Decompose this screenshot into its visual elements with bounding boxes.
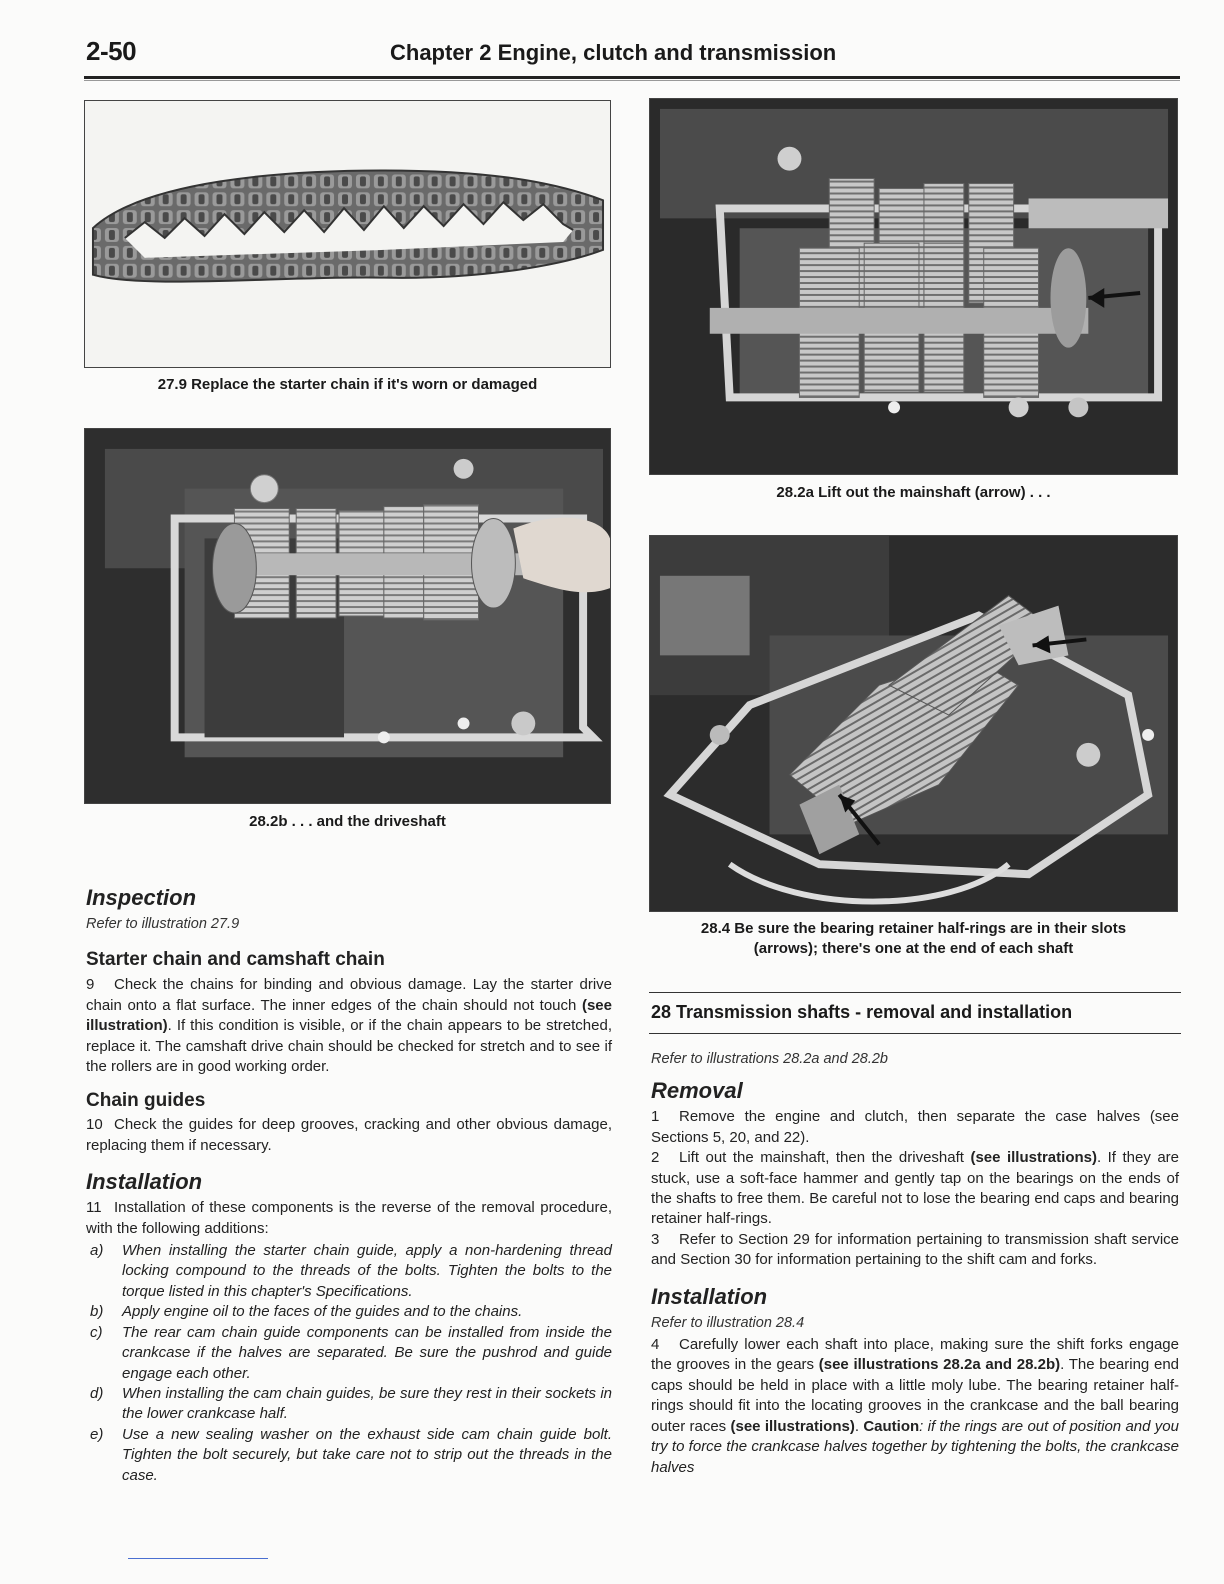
list-item-label: b) xyxy=(90,1303,104,1321)
list-item xyxy=(86,1384,612,1425)
caption-28-2b: 28.2b . . . and the driveshaft xyxy=(249,813,446,830)
paragraph-2-bold: (see illustrations) xyxy=(970,1149,1097,1167)
list-item xyxy=(86,1323,612,1384)
list-item xyxy=(86,1302,612,1322)
caution-text: : if the rings are out of position and you try to force the crankcase halves together by tightening the bolts, the crankcase halves xyxy=(651,1417,1179,1476)
photo-driveshaft xyxy=(84,428,611,804)
section-rule-top xyxy=(649,992,1181,993)
installation-heading-left: Installation xyxy=(86,1169,203,1195)
list-item-label: d) xyxy=(90,1384,104,1402)
installation-list xyxy=(86,1241,612,1486)
installation-heading-right: Installation xyxy=(651,1283,768,1309)
section-title: 28 Transmission shafts - removal and installation xyxy=(651,1002,1073,1022)
header-rule-thin xyxy=(84,80,1180,81)
paragraph-11-number: 11 xyxy=(86,1199,102,1217)
paragraph-9-text-a: Check the chains for binding and obvious damage. Lay the starter drive chain onto a flat surface. The inner edges of the chain should not touch xyxy=(86,976,612,1014)
section-ref: Refer to illustrations 28.2a and 28.2b xyxy=(651,1051,888,1067)
photo-bearing-retainer xyxy=(649,535,1178,912)
paragraph-11 xyxy=(86,1198,612,1239)
paragraph-3 xyxy=(651,1230,1179,1271)
list-item-text: Use a new sealing washer on the exhaust side cam chain guide bolt. Tighten the bolt securely, but take care not to strip out the threads in the case. xyxy=(122,1425,612,1484)
inspection-heading: Inspection xyxy=(86,885,197,910)
paragraph-11-text: Installation of these components is the reverse of the removal procedure, with the following additions: xyxy=(86,1199,612,1237)
paragraph-2 xyxy=(651,1148,1179,1230)
paragraph-1 xyxy=(651,1107,1179,1148)
paragraph-3-text: Refer to Section 29 for information pertaining to transmission shaft service and Section 30 for information pertaining to the shift cam and forks. xyxy=(651,1230,1179,1269)
paragraph-3-number: 3 xyxy=(651,1230,660,1248)
paragraph-2-text-b: . If they are stuck, use a soft-face hammer and gently tap on the bearings on the ends of the shafts to free them. Be careful not to lose the bearing end caps and bearing retainer half-rings. xyxy=(651,1149,1179,1228)
section-rule-bottom xyxy=(649,1033,1181,1034)
list-item-label: e) xyxy=(90,1425,104,1443)
header-rule xyxy=(84,76,1180,79)
paragraph-1-text: Remove the engine and clutch, then separate the case halves (see Sections 5, 20, and 22). xyxy=(651,1108,1179,1146)
paragraph-10-text: Check the guides for deep grooves, cracking and other obvious damage, replacing them if necessary. xyxy=(86,1116,612,1154)
removal-heading: Removal xyxy=(651,1078,743,1104)
page-number: 2-50 xyxy=(86,36,137,66)
paragraph-1-number: 1 xyxy=(651,1108,660,1126)
list-item xyxy=(86,1241,612,1302)
installation-ref: Refer to illustration 28.4 xyxy=(651,1314,805,1331)
caption-27-9: 27.9 Replace the starter chain if it's worn or damaged xyxy=(157,376,538,393)
paragraph-9-text-b: . If this condition is visible, or if the chain appears to be stretched, replace it. The camshaft drive chain should be checked for stretch and to see if the rollers are in good working order. xyxy=(86,1017,612,1076)
paragraph-4 xyxy=(651,1335,1179,1478)
paragraph-9-bold: (see illustration) xyxy=(86,996,612,1035)
paragraph-4-bold-a: (see illustrations 28.2a and 28.2b) xyxy=(818,1356,1061,1374)
caution-label: Caution xyxy=(863,1417,920,1435)
paragraph-4-text-a: Carefully lower each shaft into place, making sure the shift forks engage the grooves in the gears xyxy=(651,1336,1179,1374)
list-item-text: When installing the starter chain guide, apply a non-hardening thread locking compound to the threads of the bolts. Tighten the bolts to the torque listed in this chapter's Specifications. xyxy=(122,1242,612,1300)
caption-28-4 xyxy=(649,919,1178,959)
photo-starter-chain xyxy=(84,100,611,368)
list-item xyxy=(86,1425,612,1486)
paragraph-4-text-c: . xyxy=(854,1417,860,1435)
caption-28-2a: 28.2a Lift out the mainshaft (arrow) . . . xyxy=(776,484,1051,501)
left-column-text xyxy=(86,884,612,1486)
inspection-ref: Refer to illustration 27.9 xyxy=(86,916,240,932)
paragraph-9 xyxy=(86,975,612,1077)
paragraph-10-number: 10 xyxy=(86,1116,103,1134)
list-item-text: When installing the cam chain guides, be sure they rest in their sockets in the lower crankcase half. xyxy=(122,1384,612,1423)
caption-28-4-line2: (arrows); there's one at the end of each shaft xyxy=(753,940,1074,957)
chain-guides-heading: Chain guides xyxy=(86,1090,206,1112)
list-item-text: The rear cam chain guide components can be installed from inside the crankcase if the halves are separated. Be sure the pushrod and guide engage each other. xyxy=(122,1323,612,1382)
list-item-text: Apply engine oil to the faces of the guides and to the chains. xyxy=(122,1303,523,1321)
paragraph-10 xyxy=(86,1115,612,1156)
caption-28-4-line1: 28.4 Be sure the bearing retainer half-rings are in their slots xyxy=(700,920,1127,937)
paragraph-4-text-b: . The bearing end caps should be held in place with a little moly lube. The bearing retainer half-rings should fit into the locating grooves in the crankcase and the ball bearing outer races xyxy=(651,1356,1179,1435)
starter-chain-heading: Starter chain and camshaft chain xyxy=(86,949,385,971)
photo-mainshaft xyxy=(649,98,1178,475)
paragraph-9-number: 9 xyxy=(86,976,95,994)
chapter-title: Chapter 2 Engine, clutch and transmission xyxy=(390,40,837,65)
list-item-label: c) xyxy=(90,1323,103,1341)
paragraph-4-number: 4 xyxy=(651,1336,660,1354)
paragraph-2-number: 2 xyxy=(651,1149,660,1167)
footer-rule xyxy=(128,1558,268,1559)
paragraph-4-bold-b: (see illustrations) xyxy=(730,1417,855,1435)
right-column-text xyxy=(651,1049,1179,1478)
list-item-label: a) xyxy=(90,1242,104,1260)
paragraph-2-text-a: Lift out the mainshaft, then the driveshaft xyxy=(679,1149,971,1167)
